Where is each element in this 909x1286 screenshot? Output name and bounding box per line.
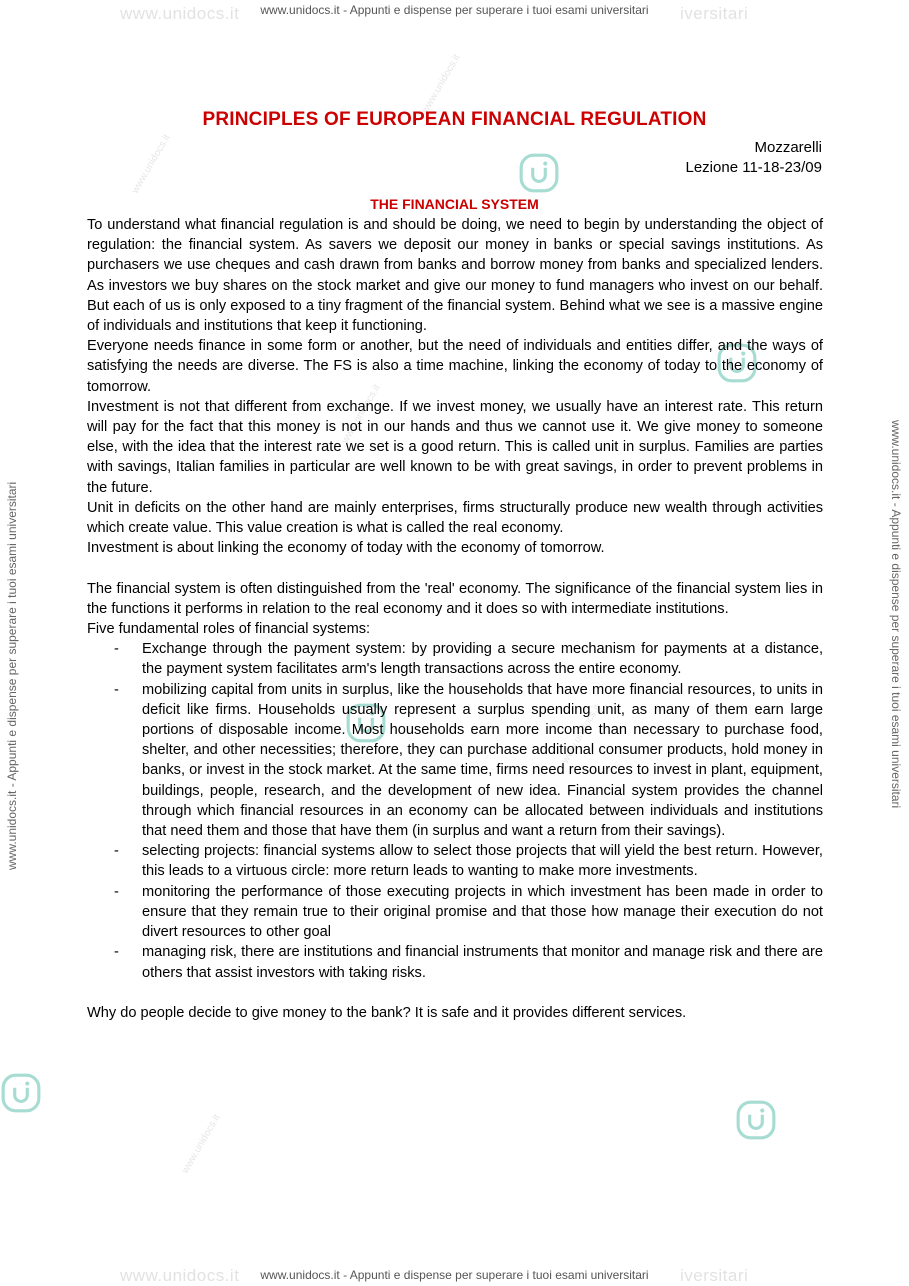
paragraph-spacer	[87, 983, 823, 1003]
watermark-bottom-link[interactable]: www.unidocs.it - Appunti e dispense per superare i tuoi esami universitari	[260, 1268, 649, 1282]
bullet-dash: -	[114, 641, 119, 658]
list-item-text: managing risk, there are institutions and financial instruments that monitor and manage risk and there are others that assist investors with taking risks.	[142, 944, 823, 981]
unidocs-logo-icon	[735, 1099, 777, 1141]
watermark-ghost-text: www.unidocs.it	[120, 4, 240, 23]
list-item-text: Exchange through the payment system: by providing a secure mechanism for payments at a distance, the payment system facilitates arm's length transactions across the entire economy.	[142, 641, 823, 678]
watermark-ghost-text-bottom: www.unidocs.it	[120, 1266, 240, 1285]
paragraph: The financial system is often distinguished from the 'real' economy. The significance of the financial system lies in the functions it performs in relation to the real economy and it does so with intermediate institutions.	[87, 580, 823, 617]
list-item-text: mobilizing capital from units in surplus, like the households that have more financial resources, to units in deficit like firms. Households usually represent a surplus spending unit, as many of them earn large portions of disposable income. Most households earn more income than necessary to purchase food, shelter, and other necessities; therefore, they can purchase additional consumer products, hold money in banks, or invest in the stock market. At the same time, firms need resources to invest in plant, equipment, buildings, people, research, and the development of new idea. Financial system provides the channel through which financial resources in an economy can be allocated between individuals and institutions that need them and those that have them (in surplus and want a return from their savings).	[142, 681, 823, 840]
watermark-diagonal: www.unidocs.it	[340, 382, 383, 446]
paragraph: Unit in deficits on the other hand are mainly enterprises, firms structurally produce new wealth through activities which create value. This value creation is what is called the real economy.	[87, 499, 823, 537]
list-item-text: selecting projects: financial systems allow to select those projects that will yield the best return. However, this leads to a virtuous circle: more return leads to wanting to make more investments.	[142, 843, 823, 880]
paragraph-spacer	[87, 558, 823, 578]
bullet-dash: -	[114, 681, 119, 698]
paragraph: Investment is about linking the economy of today with the economy of tomorrow.	[87, 540, 605, 557]
watermark-top-link[interactable]: www.unidocs.it - Appunti e dispense per superare i tuoi esami universitari	[260, 3, 649, 17]
paragraph: Investment is not that different from exchange. If we invest money, we usually have an interest rate. This return will pay for the fact that this money is not in our hands and thus we cannot use it. We give money to someone else, with the idea that the interest rate we set is a good return. This is called unit in surplus. Families are parties with savings, Italian families in particular are well known to be with great savings, in order to prevent problems in the future.	[87, 398, 823, 496]
closing-paragraph: Why do people decide to give money to the bank? It is safe and it provides different services.	[87, 1004, 687, 1021]
list-item	[87, 942, 823, 982]
list-item	[87, 882, 823, 943]
watermark-left-side: www.unidocs.it - Appunti e dispense per superare i tuoi esami universitari	[5, 481, 19, 870]
paragraph: Everyone needs finance in some form or another, but the need of individuals and entities differ, and the ways of satisfying the needs are diverse. The FS is also a time machine, linking the economy of today to the economy of tomorrow.	[87, 338, 823, 395]
bullet-dash: -	[114, 883, 119, 900]
document-body	[87, 215, 823, 1023]
unidocs-logo-icon	[0, 1072, 42, 1114]
list-item	[87, 841, 823, 881]
document-title: PRINCIPLES OF EUROPEAN FINANCIAL REGULATION	[202, 109, 707, 130]
author-name: Mozzarelli	[754, 139, 822, 156]
list-intro: Five fundamental roles of financial systems:	[87, 621, 371, 638]
watermark-right-side: www.unidocs.it - Appunti e dispense per superare i tuoi esami universitari	[889, 420, 903, 809]
unidocs-logo-icon	[518, 152, 560, 194]
lesson-date: Lezione 11-18-23/09	[685, 159, 822, 176]
bullet-dash: -	[114, 843, 119, 860]
list-item	[87, 680, 823, 842]
watermark-diagonal: www.unidocs.it	[420, 52, 463, 116]
watermark-ghost-text-right: iversitari	[680, 4, 749, 23]
list-item-text: monitoring the performance of those executing projects in which investment has been made in order to ensure that they remain true to their original promise and that those how manage their execution do not divert resources to other goal	[142, 883, 823, 941]
section-heading: THE FINANCIAL SYSTEM	[370, 196, 539, 212]
bullet-dash: -	[114, 944, 119, 961]
watermark-diagonal: www.unidocs.it	[180, 1112, 223, 1176]
watermark-ghost-text-bottom-right: iversitari	[680, 1266, 749, 1285]
watermark-diagonal: www.unidocs.it	[130, 132, 173, 196]
watermark-diagonal: www.unidocs.it	[560, 702, 603, 766]
list-item	[87, 639, 823, 679]
roles-list	[87, 639, 823, 982]
paragraph: To understand what financial regulation is and should be doing, we need to begin by understanding the object of regulation: the financial system. As savers we deposit our money in banks or special savings institutions. As purchasers we use cheques and cash drawn from banks and borrow money from banks and specialized lenders. As investors we buy shares on the stock market and give our money to fund managers who invest on our behalf. But each of us is only exposed to a tiny fragment of the financial system. Behind what we see is a massive engine of individuals and institutions that keep it functioning.	[87, 217, 823, 335]
